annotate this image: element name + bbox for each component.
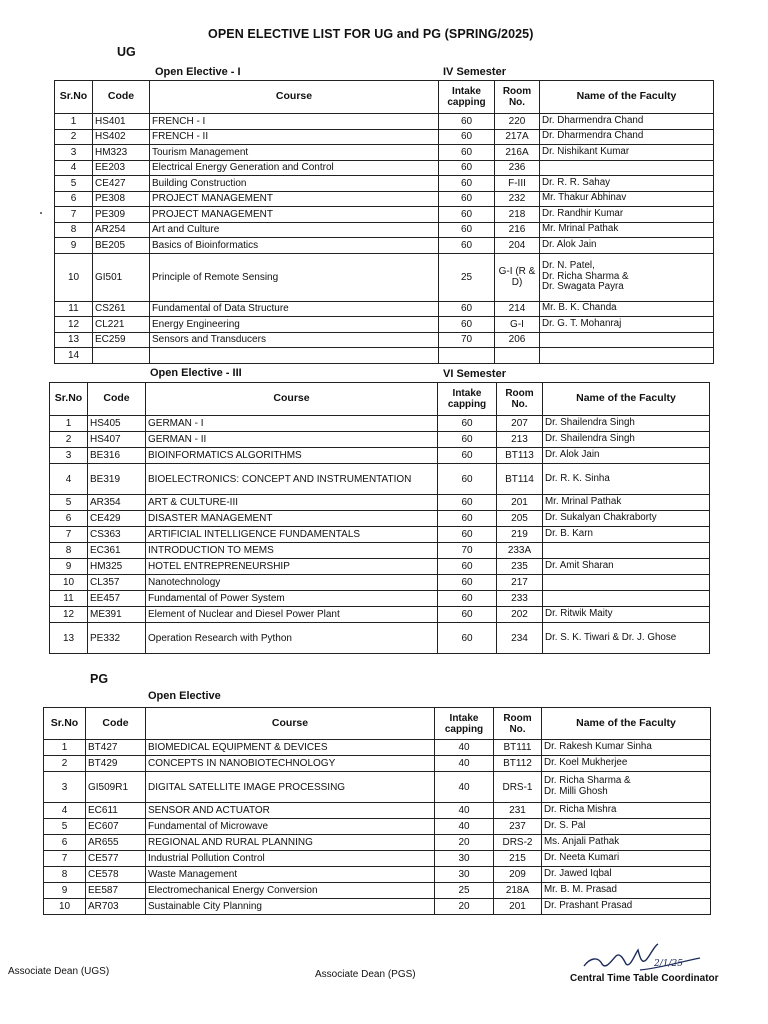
course-name-cell: DISASTER MANAGEMENT: [146, 511, 438, 527]
table-row: [50, 543, 710, 559]
course-code-cell: AR354: [88, 495, 146, 511]
course-name-cell: BIOELECTRONICS: CONCEPT AND INSTRUMENTATION: [146, 464, 438, 495]
table-row: [50, 416, 710, 432]
faculty-name-cell: Mr. Mrinal Pathak: [540, 222, 714, 238]
course-code-cell: HS402: [93, 129, 150, 145]
course-name-cell: FRENCH - II: [150, 129, 439, 145]
sr-no-cell: 8: [55, 222, 93, 238]
room-no-cell: 202: [497, 607, 543, 623]
faculty-name-cell: Dr. B. Karn: [543, 527, 710, 543]
room-no-cell: G-I (R & D): [495, 253, 540, 301]
table-row: [55, 222, 714, 238]
signature-date: 2/1/25: [654, 959, 683, 969]
oe1-semester: IV Semester: [443, 66, 506, 78]
pg-table: [43, 707, 711, 915]
table-row: [55, 317, 714, 333]
table-row: [55, 114, 714, 130]
table-row: [55, 301, 714, 317]
intake-capping-cell: 70: [438, 543, 497, 559]
room-no-cell: 201: [497, 495, 543, 511]
table-row: [50, 432, 710, 448]
room-no-cell: 218: [495, 207, 540, 223]
sr-no-cell: 8: [50, 543, 88, 559]
intake-capping-cell: 20: [435, 835, 494, 851]
intake-capping-cell: 20: [435, 899, 494, 915]
room-no-cell: 232: [495, 191, 540, 207]
room-no-cell: 231: [494, 803, 542, 819]
intake-capping-cell: 60: [439, 114, 495, 130]
sr-no-cell: 3: [55, 145, 93, 161]
room-no-cell: BT113: [497, 448, 543, 464]
table-row: [44, 772, 711, 803]
sr-no-cell: 4: [44, 803, 86, 819]
faculty-name-cell: [543, 575, 710, 591]
course-name-cell: Fundamental of Microwave: [146, 819, 435, 835]
sr-no-cell: 11: [50, 591, 88, 607]
course-name-cell: Waste Management: [146, 867, 435, 883]
course-name-cell: Tourism Management: [150, 145, 439, 161]
table-row: [44, 756, 711, 772]
room-no-cell: DRS-2: [494, 835, 542, 851]
sr-no-cell: 9: [55, 238, 93, 254]
intake-capping-cell: [439, 348, 495, 364]
room-no-cell: 217A: [495, 129, 540, 145]
faculty-name-cell: [540, 348, 714, 364]
course-name-cell: Electrical Energy Generation and Control: [150, 160, 439, 176]
course-name-cell: Sustainable City Planning: [146, 899, 435, 915]
faculty-name-cell: Dr. Ritwik Maity: [543, 607, 710, 623]
sr-no-cell: 3: [50, 448, 88, 464]
faculty-name-cell: Dr. Prashant Prasad: [542, 899, 711, 915]
room-no-cell: 233A: [497, 543, 543, 559]
course-name-cell: PROJECT MANAGEMENT: [150, 191, 439, 207]
course-code-cell: [93, 348, 150, 364]
oe1-body: [55, 114, 714, 364]
intake-capping-cell: 25: [439, 253, 495, 301]
sr-no-cell: 8: [44, 867, 86, 883]
intake-capping-cell: 25: [435, 883, 494, 899]
room-no-cell: 218A: [494, 883, 542, 899]
room-no-cell: BT114: [497, 464, 543, 495]
course-code-cell: AR703: [86, 899, 146, 915]
course-code-cell: GI509R1: [86, 772, 146, 803]
signature-scribble: [580, 938, 705, 978]
header-course: Course: [146, 383, 438, 416]
intake-capping-cell: 60: [438, 575, 497, 591]
course-code-cell: AR254: [93, 222, 150, 238]
course-name-cell: Fundamental of Power System: [146, 591, 438, 607]
sr-no-cell: 13: [50, 623, 88, 654]
room-no-cell: 213: [497, 432, 543, 448]
course-name-cell: BIOINFORMATICS ALGORITHMS: [146, 448, 438, 464]
central-time-table-coordinator: Central Time Table Coordinator: [570, 973, 719, 984]
intake-capping-cell: 40: [435, 740, 494, 756]
course-code-cell: BT427: [86, 740, 146, 756]
intake-capping-cell: 40: [435, 756, 494, 772]
faculty-name-cell: Dr. Rakesh Kumar Sinha: [542, 740, 711, 756]
sr-no-cell: 12: [50, 607, 88, 623]
faculty-name-cell: Dr. Shailendra Singh: [543, 416, 710, 432]
ug-section-label: UG: [117, 45, 136, 59]
header-room: Room No.: [497, 383, 543, 416]
header-code: Code: [86, 708, 146, 740]
course-code-cell: HS407: [88, 432, 146, 448]
intake-capping-cell: 70: [439, 332, 495, 348]
table-row: [55, 238, 714, 254]
sr-no-cell: 11: [55, 301, 93, 317]
associate-dean-ugs: Associate Dean (UGS): [8, 966, 110, 977]
faculty-name-cell: Dr. Koel Mukherjee: [542, 756, 711, 772]
room-no-cell: G-I: [495, 317, 540, 333]
course-name-cell: Principle of Remote Sensing: [150, 253, 439, 301]
intake-capping-cell: 60: [438, 432, 497, 448]
table-row: [50, 464, 710, 495]
course-code-cell: CS363: [88, 527, 146, 543]
intake-capping-cell: 60: [438, 495, 497, 511]
table-row: [44, 819, 711, 835]
faculty-name-cell: Mr. B. K. Chanda: [540, 301, 714, 317]
course-code-cell: BE319: [88, 464, 146, 495]
header-srno: Sr.No: [44, 708, 86, 740]
sr-no-cell: 14: [55, 348, 93, 364]
course-code-cell: GI501: [93, 253, 150, 301]
course-name-cell: BIOMEDICAL EQUIPMENT & DEVICES: [146, 740, 435, 756]
oe3-table: [49, 382, 710, 654]
sr-no-cell: 7: [55, 207, 93, 223]
faculty-name-cell: [540, 332, 714, 348]
table-row: [50, 527, 710, 543]
faculty-name-cell: Dr. S. Pal: [542, 819, 711, 835]
intake-capping-cell: 60: [439, 207, 495, 223]
course-code-cell: CE429: [88, 511, 146, 527]
table-row: [55, 160, 714, 176]
course-code-cell: PE309: [93, 207, 150, 223]
course-code-cell: CS261: [93, 301, 150, 317]
course-name-cell: GERMAN - I: [146, 416, 438, 432]
course-name-cell: FRENCH - I: [150, 114, 439, 130]
page-title: OPEN ELECTIVE LIST FOR UG and PG (SPRING/2025): [208, 27, 534, 41]
sr-no-cell: 7: [44, 851, 86, 867]
course-name-cell: GERMAN - II: [146, 432, 438, 448]
course-code-cell: PE308: [93, 191, 150, 207]
sr-no-cell: 6: [50, 511, 88, 527]
intake-capping-cell: 60: [439, 145, 495, 161]
sr-no-cell: 2: [55, 129, 93, 145]
sr-no-cell: 5: [55, 176, 93, 192]
course-code-cell: PE332: [88, 623, 146, 654]
course-name-cell: Sensors and Transducers: [150, 332, 439, 348]
course-name-cell: Fundamental of Data Structure: [150, 301, 439, 317]
course-name-cell: Element of Nuclear and Diesel Power Plant: [146, 607, 438, 623]
intake-capping-cell: 60: [438, 448, 497, 464]
intake-capping-cell: 30: [435, 851, 494, 867]
sr-no-cell: 2: [50, 432, 88, 448]
table-row: [55, 348, 714, 364]
course-name-cell: Operation Research with Python: [146, 623, 438, 654]
oe3-body: [50, 416, 710, 654]
intake-capping-cell: 60: [438, 511, 497, 527]
pg-body: [44, 740, 711, 915]
sr-no-cell: 5: [44, 819, 86, 835]
room-no-cell: 233: [497, 591, 543, 607]
table-row: [44, 835, 711, 851]
room-no-cell: 201: [494, 899, 542, 915]
table-row: [55, 253, 714, 301]
table-row: [55, 176, 714, 192]
faculty-name-cell: Dr. Nishikant Kumar: [540, 145, 714, 161]
table-row: [44, 867, 711, 883]
room-no-cell: BT112: [494, 756, 542, 772]
sr-no-cell: 9: [50, 559, 88, 575]
intake-capping-cell: 40: [435, 819, 494, 835]
sr-no-cell: 12: [55, 317, 93, 333]
header-course: Course: [150, 81, 439, 114]
room-no-cell: DRS-1: [494, 772, 542, 803]
faculty-name-cell: Dr. N. Patel, Dr. Richa Sharma & Dr. Swagata Payra: [540, 253, 714, 301]
sr-no-cell: 4: [50, 464, 88, 495]
intake-capping-cell: 60: [438, 416, 497, 432]
course-code-cell: CE427: [93, 176, 150, 192]
course-code-cell: HS401: [93, 114, 150, 130]
sr-no-cell: 5: [50, 495, 88, 511]
intake-capping-cell: 60: [438, 464, 497, 495]
intake-capping-cell: 60: [439, 191, 495, 207]
course-name-cell: Building Construction: [150, 176, 439, 192]
room-no-cell: 214: [495, 301, 540, 317]
intake-capping-cell: 60: [439, 301, 495, 317]
intake-capping-cell: 30: [435, 867, 494, 883]
course-name-cell: CONCEPTS IN NANOBIOTECHNOLOGY: [146, 756, 435, 772]
faculty-name-cell: Dr. Shailendra Singh: [543, 432, 710, 448]
header-code: Code: [93, 81, 150, 114]
intake-capping-cell: 60: [438, 559, 497, 575]
table-row: [44, 899, 711, 915]
faculty-name-cell: Dr. R. K. Sinha: [543, 464, 710, 495]
room-no-cell: 216: [495, 222, 540, 238]
sr-no-cell: 4: [55, 160, 93, 176]
intake-capping-cell: 60: [439, 238, 495, 254]
course-code-cell: EC361: [88, 543, 146, 559]
table-row: [50, 448, 710, 464]
sr-no-cell: 1: [44, 740, 86, 756]
course-code-cell: CE577: [86, 851, 146, 867]
faculty-name-cell: Dr. Neeta Kumari: [542, 851, 711, 867]
faculty-name-cell: [543, 591, 710, 607]
table-row: [55, 191, 714, 207]
table-row: [50, 559, 710, 575]
room-no-cell: 234: [497, 623, 543, 654]
course-code-cell: EE587: [86, 883, 146, 899]
room-no-cell: 206: [495, 332, 540, 348]
header-room: Room No.: [494, 708, 542, 740]
faculty-name-cell: Mr. Mrinal Pathak: [543, 495, 710, 511]
sr-no-cell: 1: [50, 416, 88, 432]
course-code-cell: EE457: [88, 591, 146, 607]
room-no-cell: 220: [495, 114, 540, 130]
course-code-cell: EC611: [86, 803, 146, 819]
table-row: [50, 575, 710, 591]
room-no-cell: 216A: [495, 145, 540, 161]
table-row: [44, 740, 711, 756]
table-row: [50, 495, 710, 511]
faculty-name-cell: Ms. Anjali Pathak: [542, 835, 711, 851]
pg-oe-label: Open Elective: [148, 690, 221, 702]
sr-no-cell: 13: [55, 332, 93, 348]
header-intake: Intake capping: [438, 383, 497, 416]
sr-no-cell: 10: [44, 899, 86, 915]
room-no-cell: 205: [497, 511, 543, 527]
course-code-cell: HM323: [93, 145, 150, 161]
faculty-name-cell: Dr. Richa Sharma & Dr. Milli Ghosh: [542, 772, 711, 803]
room-no-cell: F-III: [495, 176, 540, 192]
room-no-cell: 219: [497, 527, 543, 543]
intake-capping-cell: 60: [439, 317, 495, 333]
table-row: [44, 851, 711, 867]
course-name-cell: REGIONAL AND RURAL PLANNING: [146, 835, 435, 851]
intake-capping-cell: 60: [438, 623, 497, 654]
faculty-name-cell: Mr. Thakur Abhinav: [540, 191, 714, 207]
faculty-name-cell: Dr. R. R. Sahay: [540, 176, 714, 192]
faculty-name-cell: Dr. Dharmendra Chand: [540, 129, 714, 145]
room-no-cell: 235: [497, 559, 543, 575]
faculty-name-cell: Dr. G. T. Mohanraj: [540, 317, 714, 333]
faculty-name-cell: Dr. Alok Jain: [540, 238, 714, 254]
header-srno: Sr.No: [55, 81, 93, 114]
table-row: [50, 607, 710, 623]
table-row: [50, 623, 710, 654]
oe1-table: [54, 80, 714, 364]
faculty-name-cell: Dr. Dharmendra Chand: [540, 114, 714, 130]
course-code-cell: CL221: [93, 317, 150, 333]
course-code-cell: BT429: [86, 756, 146, 772]
course-name-cell: INTRODUCTION TO MEMS: [146, 543, 438, 559]
course-name-cell: ART & CULTURE-III: [146, 495, 438, 511]
course-code-cell: BE316: [88, 448, 146, 464]
associate-dean-pgs: Associate Dean (PGS): [315, 969, 416, 980]
faculty-name-cell: Dr. Alok Jain: [543, 448, 710, 464]
table-row: [55, 145, 714, 161]
room-no-cell: 204: [495, 238, 540, 254]
room-no-cell: 215: [494, 851, 542, 867]
room-no-cell: 237: [494, 819, 542, 835]
faculty-name-cell: [540, 160, 714, 176]
intake-capping-cell: 60: [438, 527, 497, 543]
header-srno: Sr.No: [50, 383, 88, 416]
faculty-name-cell: Dr. S. K. Tiwari & Dr. J. Ghose: [543, 623, 710, 654]
header-room: Room No.: [495, 81, 540, 114]
sr-no-cell: 6: [55, 191, 93, 207]
faculty-name-cell: Dr. Sukalyan Chakraborty: [543, 511, 710, 527]
sr-no-cell: 9: [44, 883, 86, 899]
faculty-name-cell: Mr. B. M. Prasad: [542, 883, 711, 899]
table-row: [55, 332, 714, 348]
course-code-cell: EC259: [93, 332, 150, 348]
course-code-cell: HM325: [88, 559, 146, 575]
course-code-cell: ME391: [88, 607, 146, 623]
header-faculty: Name of the Faculty: [542, 708, 711, 740]
intake-capping-cell: 60: [439, 129, 495, 145]
room-no-cell: 209: [494, 867, 542, 883]
header-intake: Intake capping: [435, 708, 494, 740]
course-name-cell: Art and Culture: [150, 222, 439, 238]
intake-capping-cell: 40: [435, 803, 494, 819]
course-code-cell: EE203: [93, 160, 150, 176]
oe3-semester: VI Semester: [443, 368, 506, 380]
pg-section-label: PG: [90, 672, 109, 686]
course-code-cell: EC607: [86, 819, 146, 835]
sr-no-cell: 10: [55, 253, 93, 301]
sr-no-cell: 6: [44, 835, 86, 851]
faculty-name-cell: Dr. Amit Sharan: [543, 559, 710, 575]
course-name-cell: SENSOR AND ACTUATOR: [146, 803, 435, 819]
course-code-cell: CL357: [88, 575, 146, 591]
room-no-cell: BT111: [494, 740, 542, 756]
course-name-cell: PROJECT MANAGEMENT: [150, 207, 439, 223]
header-course: Course: [146, 708, 435, 740]
course-name-cell: HOTEL ENTREPRENEURSHIP: [146, 559, 438, 575]
intake-capping-cell: 60: [439, 160, 495, 176]
intake-capping-cell: 60: [438, 591, 497, 607]
sr-no-cell: 10: [50, 575, 88, 591]
course-code-cell: HS405: [88, 416, 146, 432]
course-name-cell: Industrial Pollution Control: [146, 851, 435, 867]
intake-capping-cell: 60: [439, 176, 495, 192]
header-code: Code: [88, 383, 146, 416]
faculty-name-cell: Dr. Jawed Iqbal: [542, 867, 711, 883]
header-faculty: Name of the Faculty: [543, 383, 710, 416]
header-faculty: Name of the Faculty: [540, 81, 714, 114]
table-row: [50, 591, 710, 607]
room-no-cell: 207: [497, 416, 543, 432]
table-row: [44, 803, 711, 819]
course-name-cell: DIGITAL SATELLITE IMAGE PROCESSING: [146, 772, 435, 803]
intake-capping-cell: 40: [435, 772, 494, 803]
header-intake: Intake capping: [439, 81, 495, 114]
sr-no-cell: 7: [50, 527, 88, 543]
course-name-cell: Electromechanical Energy Conversion: [146, 883, 435, 899]
table-row: [55, 207, 714, 223]
intake-capping-cell: 60: [438, 607, 497, 623]
faculty-name-cell: [543, 543, 710, 559]
course-name-cell: [150, 348, 439, 364]
course-code-cell: CE578: [86, 867, 146, 883]
faculty-name-cell: Dr. Randhir Kumar: [540, 207, 714, 223]
sr-no-cell: 2: [44, 756, 86, 772]
room-no-cell: 236: [495, 160, 540, 176]
scan-speck: [40, 212, 42, 214]
faculty-name-cell: Dr. Richa Mishra: [542, 803, 711, 819]
sr-no-cell: 1: [55, 114, 93, 130]
table-row: [50, 511, 710, 527]
course-code-cell: AR655: [86, 835, 146, 851]
room-no-cell: [495, 348, 540, 364]
oe3-label: Open Elective - III: [150, 367, 242, 379]
course-name-cell: Nanotechnology: [146, 575, 438, 591]
course-code-cell: BE205: [93, 238, 150, 254]
course-name-cell: Energy Engineering: [150, 317, 439, 333]
table-row: [55, 129, 714, 145]
intake-capping-cell: 60: [439, 222, 495, 238]
sr-no-cell: 3: [44, 772, 86, 803]
course-name-cell: ARTIFICIAL INTELLIGENCE FUNDAMENTALS: [146, 527, 438, 543]
oe1-label: Open Elective - I: [155, 66, 241, 78]
course-name-cell: Basics of Bioinformatics: [150, 238, 439, 254]
room-no-cell: 217: [497, 575, 543, 591]
table-row: [44, 883, 711, 899]
